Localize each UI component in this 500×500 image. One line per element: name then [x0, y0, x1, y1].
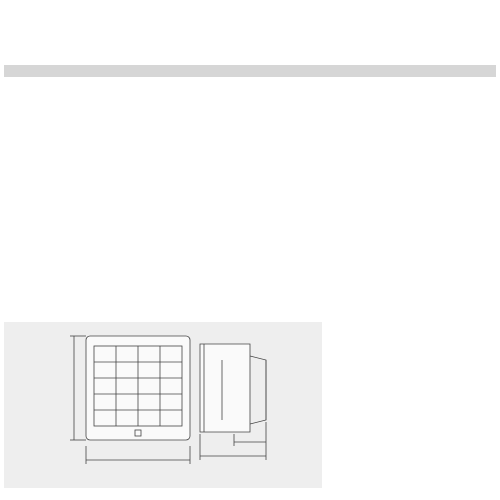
front-view — [70, 336, 190, 464]
models-header-sz — [387, 65, 405, 77]
performance-chart — [338, 214, 498, 424]
dimensions-svg — [4, 322, 322, 488]
models-header-model — [4, 65, 368, 77]
dimensions-drawing — [4, 322, 322, 488]
models-header-s — [368, 65, 386, 77]
models-header-c — [405, 65, 423, 77]
models-header-chz — [478, 65, 496, 77]
models-table — [4, 65, 496, 77]
models-header-cr — [441, 65, 459, 77]
models-header-ch — [460, 65, 478, 77]
models-header-row — [4, 65, 496, 77]
models-header-cz — [423, 65, 441, 77]
side-view — [200, 344, 266, 460]
